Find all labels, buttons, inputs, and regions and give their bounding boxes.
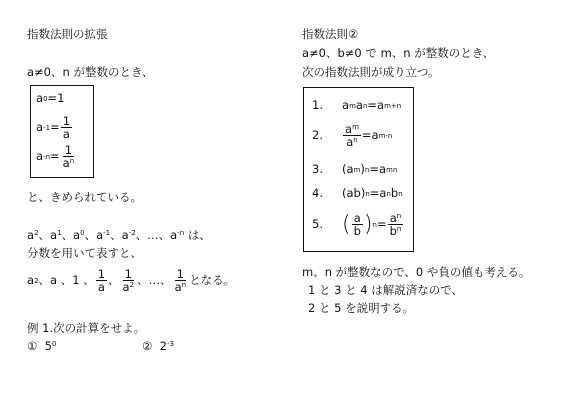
note-3: 2 と 5 を説明する。 <box>308 301 415 315</box>
definition-minus-n-exp: a -n = $\frac{1}{a^n}$ <box>36 143 75 171</box>
law-3: 3. (a m ) n =a mn <box>312 162 398 176</box>
definition-minus-one-exp: a -1 = $\frac{1}{a}$ <box>36 114 71 142</box>
example-1: ① $5^0$ <box>27 339 57 353</box>
example-2: ② $2^{-3}$ <box>142 339 174 353</box>
defined-text: と、きめられている。 <box>27 190 142 204</box>
left-title: 指数法則の拡張 <box>27 27 108 41</box>
law-4: 4. (ab) n =a n b n <box>312 186 403 200</box>
law-2: 2. $\frac{a^m}{a^n}$ =a m-n <box>312 122 393 150</box>
power-sequence: $a^2$、$a^1$、$a^0$、$a^{-1}$、$a^{-2}$、…、$a^{-n}$ は、 <box>27 228 211 242</box>
example-title: 例 1.次の計算をせよ。 <box>27 321 146 335</box>
left-condition: a≠0、n が整数のとき、 <box>27 65 154 79</box>
law-5: 5. ( $\frac{a}{b}$ ) n = $\frac{a^n}{b^n}$ <box>312 211 402 239</box>
laws-box <box>303 87 414 252</box>
definition-zero-exp: a 0 =1 <box>36 91 65 105</box>
fraction-intro: 分数を用いて表すと、 <box>27 246 142 260</box>
right-condition-2: 次の指数法則が成り立つ。 <box>302 65 440 79</box>
note-2: 1 と 3 と 4 は解説済なので、 <box>308 283 463 297</box>
definition-box <box>30 85 94 178</box>
fraction-sequence: a 2 、a 、1 、 $\frac{1}{a}$ 、 $\frac{1}{a^2}$ 、…、 $\frac{1}{a^n}$ となる。 <box>27 267 236 295</box>
right-condition-1: a≠0、b≠0 で m、n が整数のとき、 <box>302 46 495 60</box>
right-title: 指数法則② <box>302 27 359 41</box>
note-1: m、n が整数なので、0 や負の値も考える。 <box>302 265 531 279</box>
law-1: 1. a m a n =a m+n <box>312 98 402 112</box>
